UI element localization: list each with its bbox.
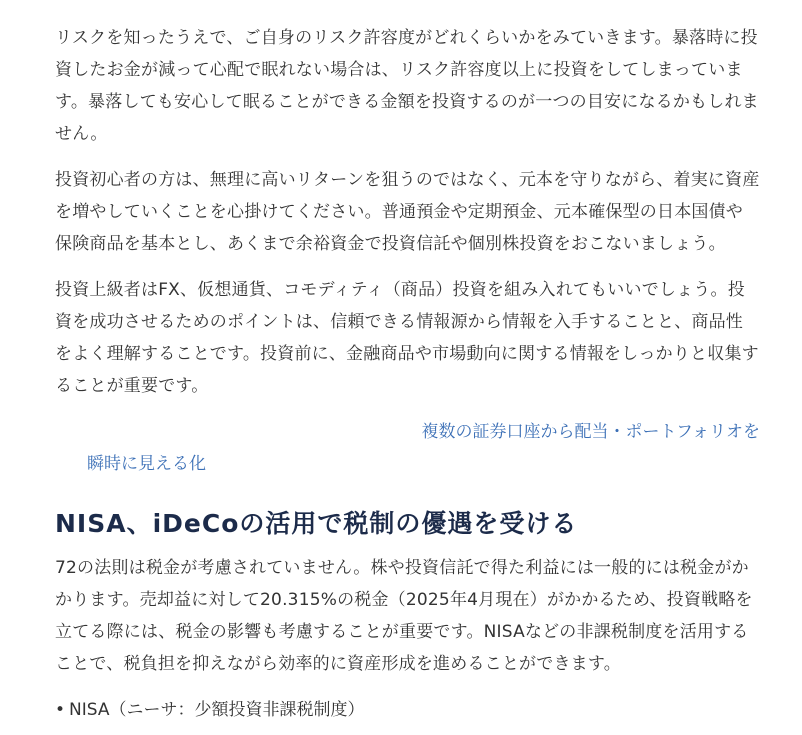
section-heading: NISA、iDeCoの活用で税制の優遇を受ける	[55, 509, 578, 538]
related-link-line-1[interactable]: 複数の証券口座から配当・ポートフォリオを	[421, 422, 760, 442]
body-paragraph: 投資上級者はFX、仮想通貨、コモディティ（商品）投資を組み入れてもいいでしょう。投資を成功させるためのポイントは、信頼できる情報源から情報を入手することと、商品性をよく理解することです。投資前に、金融商品や市場動向に関する情報をしっかりと収集することが重要です。	[55, 280, 759, 396]
list-item	[55, 694, 760, 726]
related-article-link[interactable]	[55, 416, 760, 486]
related-link-line-2[interactable]: 瞬時に見える化	[87, 454, 206, 474]
body-paragraph: 投資初心者の方は、無理に高いリターンを狙うのではなく、元本を守りながら、着実に資産を増やしていくことを心掛けてください。普通預金や定期預金、元本確保型の日本国債や保険商品を基本とし、あくまで余裕資金で投資信託や個別株投資をおこないましょう。	[55, 170, 760, 254]
body-paragraph: リスクを知ったうえで、ご自身のリスク許容度がどれくらいかをみていきます。暴落時に投資したお金が減って心配で眠れない場合は、リスク許容度以上に投資をしてしまっています。暴落しても安心して眠ることができる金額を投資するのが一つの目安になるかもしれません。	[55, 28, 759, 144]
section-paragraph: 72の法則は税金が考慮されていません。株や投資信託で得た利益には一般的には税金がかかります。売却益に対して20.315%の税金（2025年4月現在）がかかるため、投資戦略を立てる際には、税金の影響も考慮することが重要です。NISAなどの非課税制度を活用することで、税負担を抑えながら効率的に資産形成を進めることができます。	[55, 558, 753, 674]
article-content	[55, 22, 760, 726]
list-item-label: NISA（ニーサ：少額投資非課税制度）	[69, 700, 365, 720]
bullet-icon: •	[55, 700, 66, 720]
